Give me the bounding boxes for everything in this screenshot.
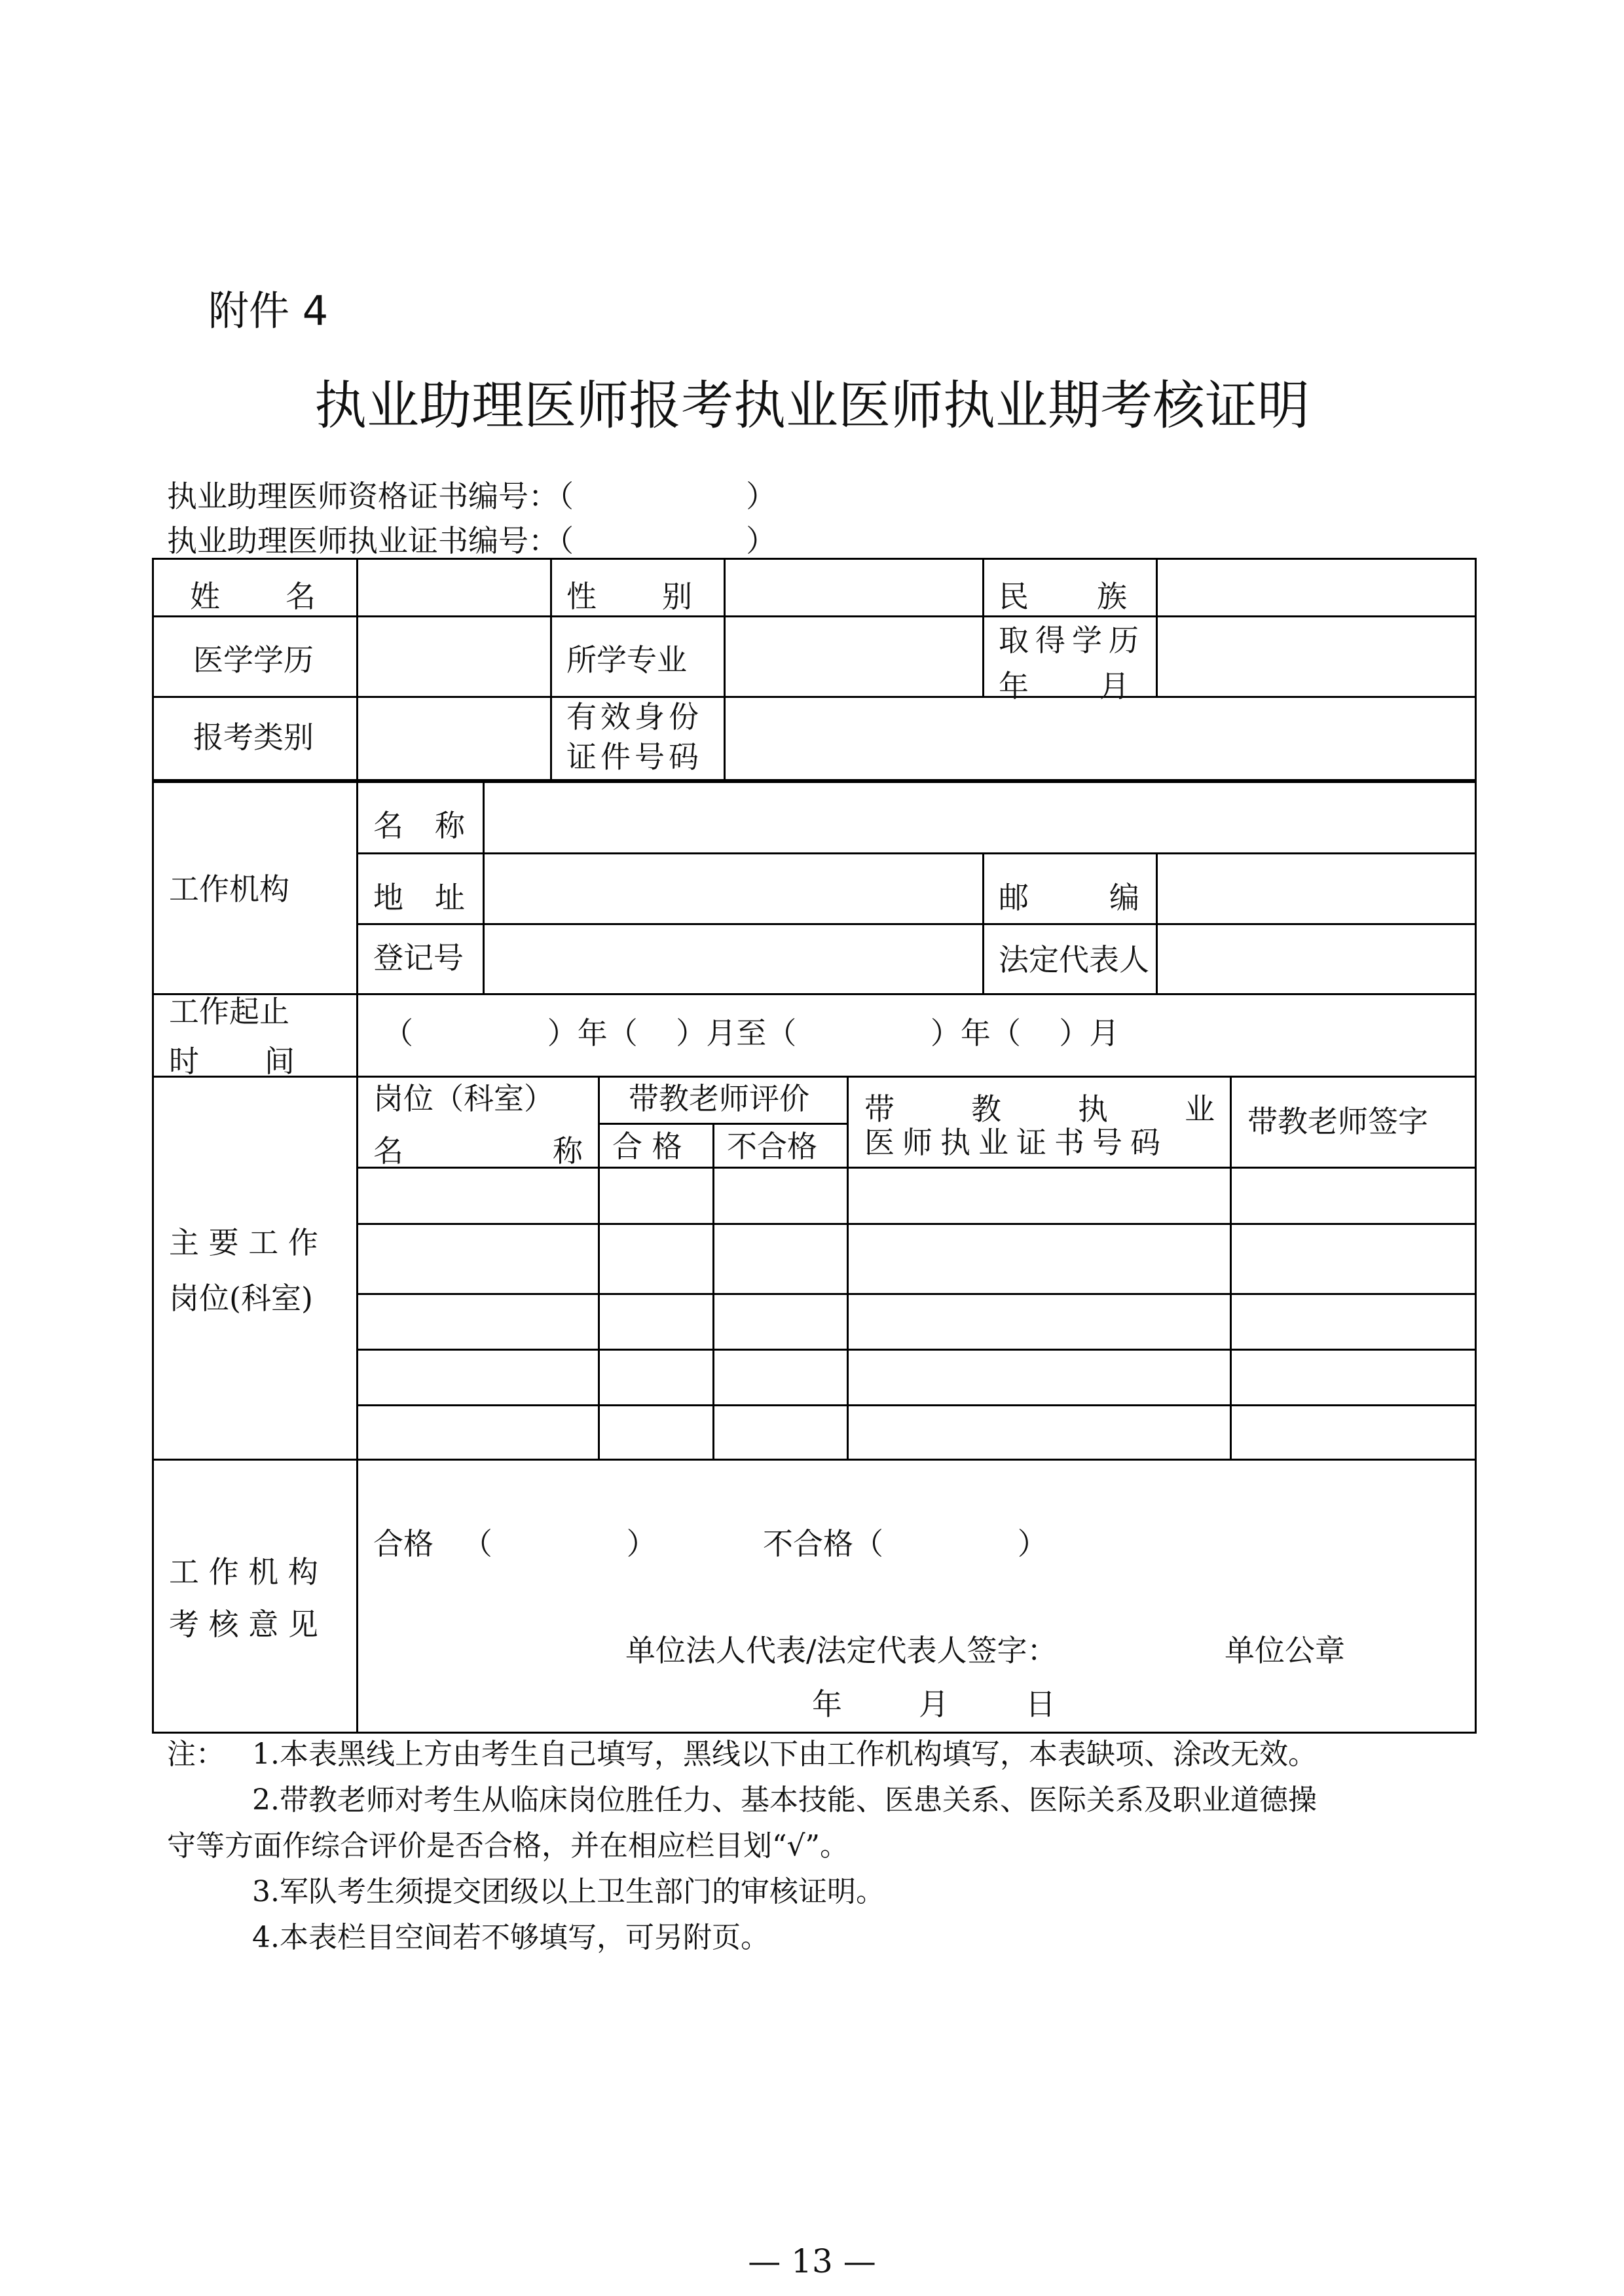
inst-addr-char-1: 地: [373, 880, 403, 915]
work-period-label-line-1: 工作起止: [169, 994, 289, 1029]
degree-date-label-ym: [999, 663, 1130, 706]
positions-section-label-line-1: 主 要 工 作: [169, 1225, 318, 1260]
assessment-section-label-line-1: 工 作 机 构: [169, 1554, 318, 1590]
pass-col-header: 合 格: [612, 1129, 682, 1164]
attachment-label: 附件 4: [208, 287, 329, 335]
position-row[interactable]: [359, 1296, 1472, 1346]
legal-rep-label: 法定代表人: [999, 942, 1149, 977]
note-text: 守等方面作综合评价是否合格，并在相应栏目划“√”。: [167, 1829, 849, 1863]
postcode-label: [999, 874, 1139, 917]
date-label: 年 月 日: [812, 1686, 1056, 1722]
practice-cert-number-line: 执业助理医师执业证书编号：（ ）: [167, 523, 777, 558]
note-text: 4.本表栏目空间若不够填写，可另附页。: [252, 1921, 769, 1954]
major-field[interactable]: [733, 625, 976, 687]
note-item: [167, 1823, 1317, 1869]
month-char: 月: [1099, 668, 1130, 704]
id-label-line-1: 有效身份: [566, 699, 703, 735]
id-label-line-2: 证件号码: [566, 739, 703, 774]
gender-label-char-2: 别: [662, 579, 692, 614]
ethnicity-label: [999, 573, 1127, 616]
legal-rep-field[interactable]: [1166, 931, 1467, 987]
degree-date-label: 取得学历: [999, 623, 1145, 658]
qualification-cert-number-line: 执业助理医师资格证书编号：（ ）: [167, 479, 777, 514]
teacher-cert-header-line-1: [864, 1085, 1215, 1129]
teacher-eval-header: 带教老师评价: [629, 1081, 809, 1116]
assessment-section-label-line-2: 考 核 意 见: [169, 1607, 318, 1642]
fail-col-header: 不合格: [727, 1129, 817, 1164]
name-label-char-2: 名: [286, 579, 316, 614]
gender-label-char-1: 性: [566, 579, 597, 614]
note-item: [167, 1869, 1317, 1915]
postcode-char-1: 邮: [999, 880, 1029, 915]
position-name-char-2: 称: [553, 1133, 583, 1169]
inst-name-char-2: 称: [435, 808, 465, 843]
institution-name-label: [373, 802, 465, 845]
institution-name-field[interactable]: [494, 789, 1467, 848]
work-period-label-line-2: [169, 1038, 295, 1081]
exam-category-label: 报考类别: [193, 720, 314, 755]
degree-date-field[interactable]: [1166, 625, 1467, 687]
postcode-field[interactable]: [1166, 861, 1467, 917]
position-name-char-1: 名: [373, 1133, 403, 1169]
cert-char-1: 带: [864, 1091, 895, 1127]
position-col-header: 岗位（科室）: [373, 1081, 554, 1116]
position-row[interactable]: [359, 1408, 1472, 1456]
work-period-field[interactable]: （ ）年（ ）月至（ ）年（ ）月: [383, 1015, 1120, 1051]
institution-address-field[interactable]: [494, 861, 976, 917]
institution-section-label: 工作机构: [169, 871, 289, 907]
institution-address-label: [373, 874, 465, 917]
note-text: 3.军队考生须提交团级以上卫生部门的审核证明。: [252, 1875, 885, 1908]
position-row[interactable]: [359, 1226, 1472, 1290]
note-item: [167, 1732, 1317, 1777]
page-number: — 13 —: [748, 2242, 876, 2280]
notes-prefix: 注：: [167, 1738, 225, 1771]
note-text: 1.本表黑线上方由考生自己填写，黑线以下由工作机构填写，本表缺项、涂改无效。: [252, 1738, 1317, 1771]
major-label: 所学专业: [566, 642, 687, 678]
cert-char-3: 执: [1078, 1091, 1108, 1127]
note-item: [167, 1777, 1317, 1823]
cert-char-2: 教: [971, 1091, 1001, 1127]
education-field[interactable]: [367, 625, 544, 687]
name-label: [190, 573, 316, 616]
inst-addr-char-2: 址: [435, 880, 465, 915]
teacher-sign-header: 带教老师签字: [1247, 1104, 1428, 1139]
gender-field[interactable]: [733, 570, 976, 609]
note-text: 2.带教老师对考生从临床岗位胜任力、基本技能、医患关系、医际关系及职业道德操: [252, 1783, 1317, 1817]
positions-section-label-line-2: 岗位(科室): [169, 1281, 313, 1316]
gender-label: [566, 573, 692, 616]
document-title: 执业助理医师报考执业医师执业期考核证明: [314, 375, 1310, 436]
exam-category-field[interactable]: [367, 706, 544, 771]
position-row[interactable]: [359, 1352, 1472, 1402]
note-item: [167, 1915, 1317, 1961]
year-char: 年: [999, 668, 1029, 704]
registration-field[interactable]: [494, 931, 976, 987]
assessment-fail-option[interactable]: 不合格（ ）: [763, 1526, 1048, 1561]
inst-name-char-1: 名: [373, 808, 403, 843]
cert-char-4: 业: [1185, 1091, 1215, 1127]
time-char-1: 时: [169, 1044, 199, 1079]
position-row[interactable]: [359, 1170, 1472, 1220]
teacher-cert-header-line-2: 医师执业证书号码: [864, 1125, 1168, 1160]
seal-label: 单位公章: [1225, 1633, 1345, 1668]
education-label: 医学学历: [193, 642, 314, 678]
name-label-char-1: 姓: [190, 579, 220, 614]
id-number-field[interactable]: [733, 706, 1467, 771]
name-field[interactable]: [367, 570, 544, 609]
signature-label: 单位法人代表/法定代表人签字：: [625, 1633, 1058, 1668]
assessment-pass-option[interactable]: 合格 （ ）: [373, 1526, 657, 1561]
postcode-char-2: 编: [1109, 880, 1139, 915]
ethnicity-field[interactable]: [1166, 570, 1467, 609]
notes: [167, 1732, 1317, 1961]
ethnicity-label-char-2: 族: [1097, 579, 1127, 614]
ethnicity-label-char-1: 民: [999, 579, 1029, 614]
position-col-header-line-2: [373, 1127, 583, 1171]
time-char-2: 间: [265, 1044, 295, 1079]
registration-label: 登记号: [373, 940, 464, 975]
